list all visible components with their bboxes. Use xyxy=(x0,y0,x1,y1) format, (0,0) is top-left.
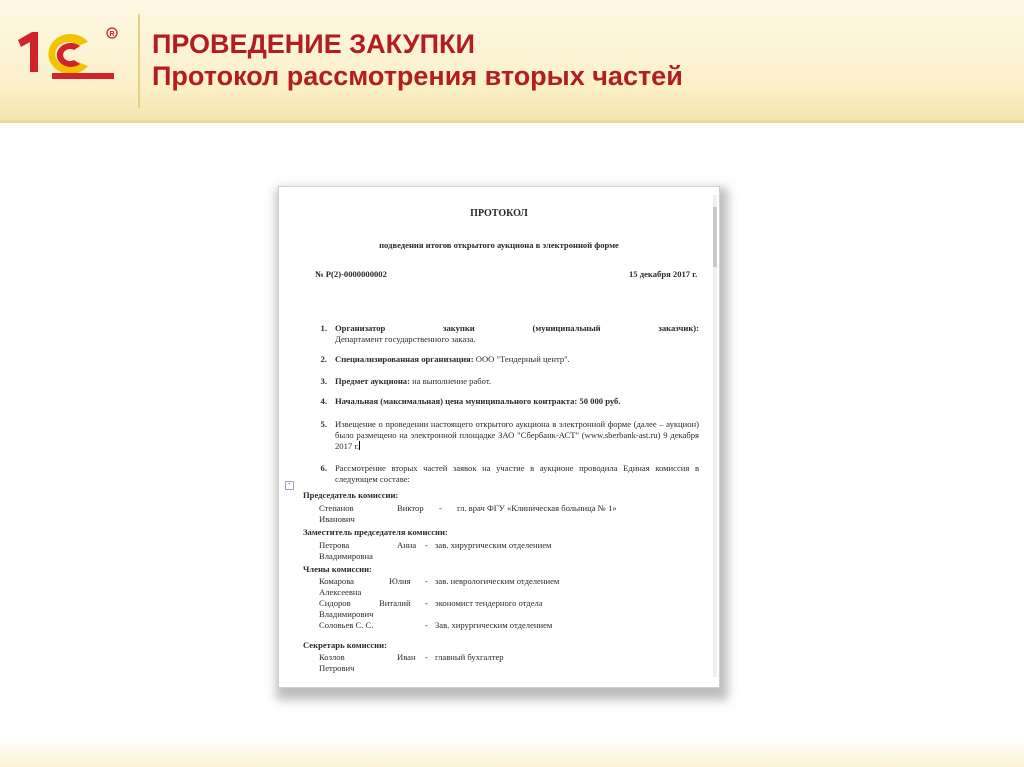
member-middle-name: Алексеевна xyxy=(319,587,362,597)
item-text: Департамент государственного заказа. xyxy=(335,334,476,344)
item-number: 2. xyxy=(320,354,327,364)
doc-number: № Р(2)-0000000002 xyxy=(315,269,387,279)
dash: - xyxy=(425,598,428,608)
member-position: зав. неврологическим отделением xyxy=(435,576,560,586)
member-middle-name: Владимирович xyxy=(319,609,374,619)
dash: - xyxy=(425,652,428,662)
dash: - xyxy=(425,576,428,586)
item-text: на выполнение работ. xyxy=(412,376,492,386)
secretary-last-name: Козлов xyxy=(319,652,345,662)
secretary-middle-name: Петрович xyxy=(319,663,355,673)
protocol-document xyxy=(278,186,720,688)
svg-text:R: R xyxy=(109,31,115,38)
doc-heading: ПРОТОКОЛ xyxy=(470,208,528,219)
item-label: Организатор закупки (муниципальный заказчик): xyxy=(335,323,699,333)
item-number: 4. xyxy=(320,396,327,406)
footer-band xyxy=(0,738,1024,767)
text-cursor xyxy=(359,441,360,450)
secretary-first-name: Иван xyxy=(397,652,416,662)
1c-logo-graphic xyxy=(14,20,120,84)
1c-logo xyxy=(14,20,120,84)
secretary-position: главный бухгалтер xyxy=(435,652,504,662)
item-label: Специализированная организация: xyxy=(335,354,474,364)
secretary-title: Секретарь комиссии: xyxy=(303,640,387,650)
item-text: ООО "Тендерный центр". xyxy=(475,354,570,364)
member-first-name: Виталий xyxy=(379,598,411,608)
item-number: 3. xyxy=(320,376,327,386)
item-number: 1. xyxy=(320,323,327,333)
page-title xyxy=(152,28,683,92)
member-position: Зав. хирургическим отделением xyxy=(435,620,553,630)
chair-first-name: Виктор xyxy=(397,503,424,513)
member-position: экономист тендерного отдела xyxy=(435,598,543,608)
header-divider-line xyxy=(0,120,1024,123)
title-line-2: Протокол рассмотрения вторых частей xyxy=(152,61,683,91)
item-label: Начальная (максимальная) цена муниципального контракта: 50 000 руб. xyxy=(335,396,621,406)
doc-subheading: подведения итогов открытого аукциона в электронной форме xyxy=(379,240,619,250)
table-move-handle-icon[interactable]: + xyxy=(285,481,294,490)
item-number: 5. xyxy=(320,419,327,429)
deputy-middle-name: Владимировна xyxy=(319,551,373,561)
item-line xyxy=(335,354,570,365)
deputy-last-name: Петрова xyxy=(319,540,350,550)
dash: - xyxy=(425,620,428,630)
header-vertical-divider xyxy=(138,14,140,108)
item-text-content: Извещение о проведении настоящего открытого аукциона в электронной форме (далее – аукцион) было размещено на электронной площадке ЗАО "Сбербанк-АСТ" (www.sberbank-ast.ru) 9 декабря 2017 г. xyxy=(335,419,699,451)
deputy-position: зав. хирургическим отделением xyxy=(435,540,552,550)
title-line-1: ПРОВЕДЕНИЕ ЗАКУПКИ xyxy=(152,29,475,59)
dash: - xyxy=(439,503,442,513)
member-last-name: Сидоров xyxy=(319,598,351,608)
deputy-title: Заместитель председателя комиссии: xyxy=(303,527,448,537)
chair-title: Председатель комиссии: xyxy=(303,490,399,500)
dash: - xyxy=(425,540,428,550)
member-first-name: Юлия xyxy=(389,576,411,586)
item-text: Рассмотрение вторых частей заявок на участие в аукционе проводила Единая комиссия в следующем составе: xyxy=(335,463,699,484)
item-line xyxy=(335,376,491,387)
member-last-name: Комарова xyxy=(319,576,354,586)
chair-middle-name: Иванович xyxy=(319,514,355,524)
deputy-first-name: Анна xyxy=(397,540,417,550)
chair-position: гл. врач ФГУ «Клиническая больница № 1» xyxy=(457,503,617,513)
member-last-name: Соловьев С. С. xyxy=(319,620,374,630)
members-title: Члены комиссии: xyxy=(303,564,372,574)
item-label: Предмет аукциона: xyxy=(335,376,410,386)
item-number: 6. xyxy=(320,463,327,473)
doc-date: 15 декабря 2017 г. xyxy=(629,269,698,279)
item-text xyxy=(335,419,699,452)
chair-last-name: Степанов xyxy=(319,503,354,513)
document-scrollbar-track xyxy=(713,195,717,677)
